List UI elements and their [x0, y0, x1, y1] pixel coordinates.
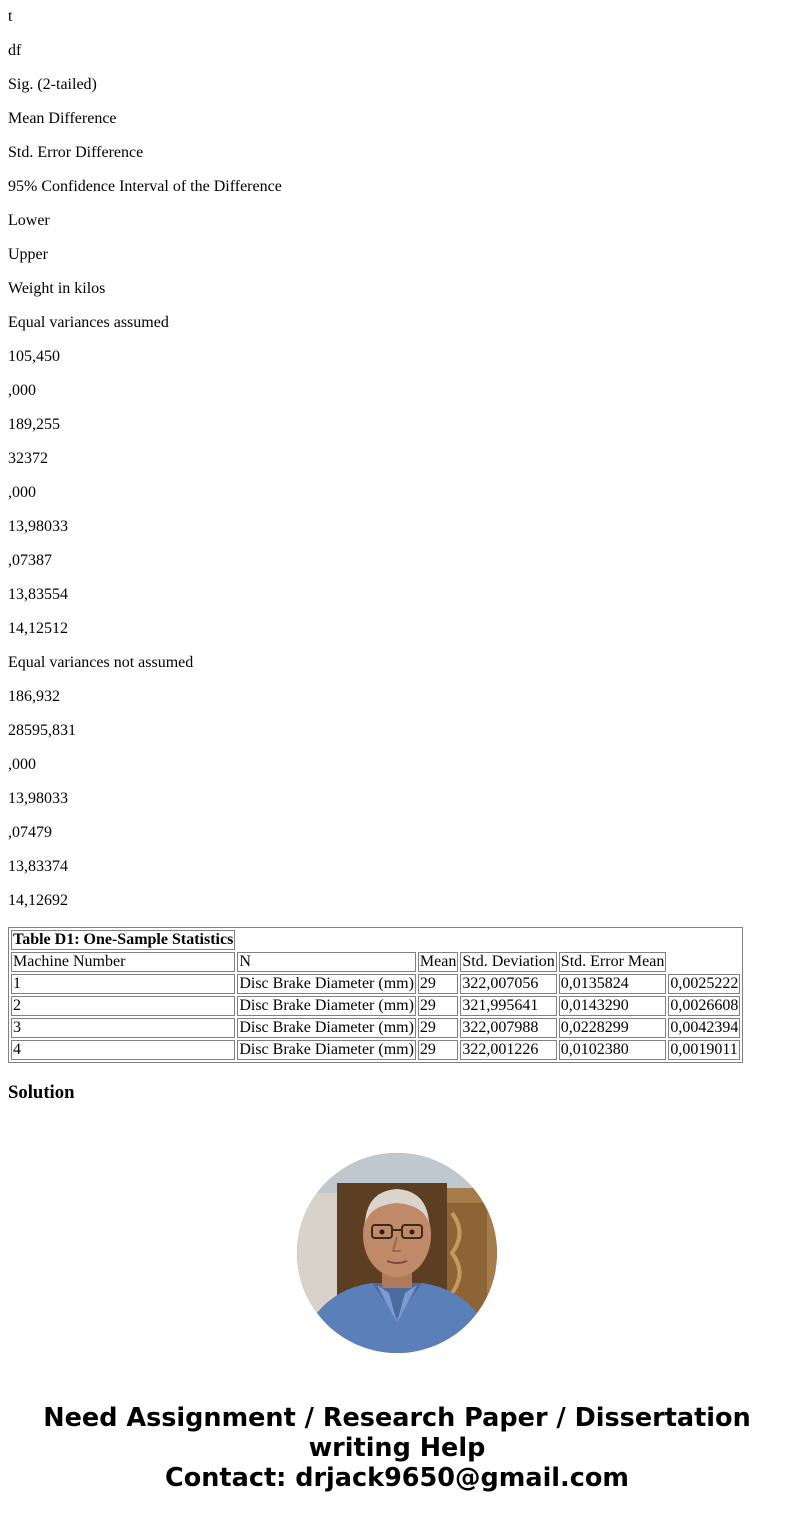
text-line: ,000 — [8, 484, 36, 501]
text-lines — [8, 7, 282, 925]
table-caption-row — [11, 930, 740, 950]
table-cell: Disc Brake Diameter (mm) — [239, 997, 414, 1014]
table-cell: 3 — [11, 1018, 235, 1038]
table-cell: 0,0026608 — [670, 997, 739, 1014]
text-line: ,07387 — [8, 552, 52, 569]
table-header-row — [11, 952, 740, 972]
text-line: Equal variances not assumed — [8, 654, 194, 671]
header-std-deviation: Std. Deviation — [462, 953, 555, 970]
table-cell: 0,0143290 — [559, 996, 667, 1016]
table-cell: 29 — [418, 996, 458, 1016]
text-line: 32372 — [8, 450, 48, 467]
text-line: 95% Confidence Interval of the Difference — [8, 178, 282, 195]
table-cell: Disc Brake Diameter (mm) — [239, 1041, 414, 1058]
promo-line-2: writing Help — [308, 1433, 486, 1463]
table-cell: 2 — [11, 996, 235, 1016]
table-row — [11, 996, 740, 1016]
text-line: 13,83554 — [8, 586, 68, 603]
text-line: 189,255 — [8, 416, 60, 433]
text-line: Lower — [8, 212, 50, 229]
text-line: 14,12512 — [8, 620, 68, 637]
table-cell: Disc Brake Diameter (mm) — [239, 1019, 414, 1036]
text-line: Weight in kilos — [8, 280, 106, 297]
header-machine-number: Machine Number — [11, 952, 235, 972]
text-line: 13,98033 — [8, 518, 68, 535]
header-mean: Mean — [419, 953, 457, 970]
text-line: ,07479 — [8, 824, 52, 841]
promo-contact: Contact: drjack9650@gmail.com — [165, 1463, 629, 1493]
table-cell: 322,007988 — [460, 1018, 556, 1038]
text-line: df — [8, 42, 22, 59]
header-std-error-mean: Std. Error Mean — [560, 953, 665, 970]
text-line: ,000 — [8, 382, 36, 399]
table-cell: 29 — [418, 1040, 458, 1060]
text-line: 13,83374 — [8, 858, 68, 875]
text-line: Sig. (2-tailed) — [8, 76, 97, 93]
table-row — [11, 974, 740, 994]
avatar-portrait-image — [297, 1153, 497, 1353]
text-line: 186,932 — [8, 688, 60, 705]
one-sample-statistics-table — [8, 927, 743, 1063]
table-row — [11, 1040, 740, 1060]
text-line: ,000 — [8, 756, 36, 773]
table-cell: 0,0025222 — [670, 975, 739, 992]
table-cell: 321,995641 — [460, 996, 556, 1016]
table-cell: 0,0019011 — [668, 1040, 740, 1060]
avatar — [297, 1153, 497, 1353]
table-cell: 29 — [418, 1018, 458, 1038]
table-cell: 29 — [418, 974, 458, 994]
table-cell: 4 — [11, 1040, 235, 1060]
table-cell: 0,0228299 — [559, 1018, 667, 1038]
text-line: Std. Error Difference — [8, 144, 144, 161]
text-line: 14,12692 — [8, 892, 68, 909]
table-cell: Disc Brake Diameter (mm) — [239, 975, 414, 992]
table-cell: 322,001226 — [460, 1040, 556, 1060]
text-line: Mean Difference — [8, 110, 117, 127]
table-row — [11, 1018, 740, 1038]
text-line: 105,450 — [8, 348, 60, 365]
table-cell: 1 — [11, 974, 235, 994]
table-cell: 0,0102380 — [559, 1040, 667, 1060]
solution-heading: Solution — [8, 1082, 75, 1103]
header-n: N — [237, 952, 416, 972]
text-line: 28595,831 — [8, 722, 76, 739]
text-line: Equal variances assumed — [8, 314, 169, 331]
text-line: t — [8, 8, 13, 25]
table-cell: 0,0135824 — [559, 974, 667, 994]
table-caption: Table D1: One-Sample Statistics — [13, 931, 234, 948]
text-line: 13,98033 — [8, 790, 68, 807]
table-cell: 322,007056 — [460, 974, 556, 994]
text-line: Upper — [8, 246, 48, 263]
promo-banner — [0, 1403, 794, 1493]
table-cell: 0,0042394 — [670, 1019, 739, 1036]
promo-line-1: Need Assignment / Research Paper / Dissertation — [43, 1403, 751, 1433]
